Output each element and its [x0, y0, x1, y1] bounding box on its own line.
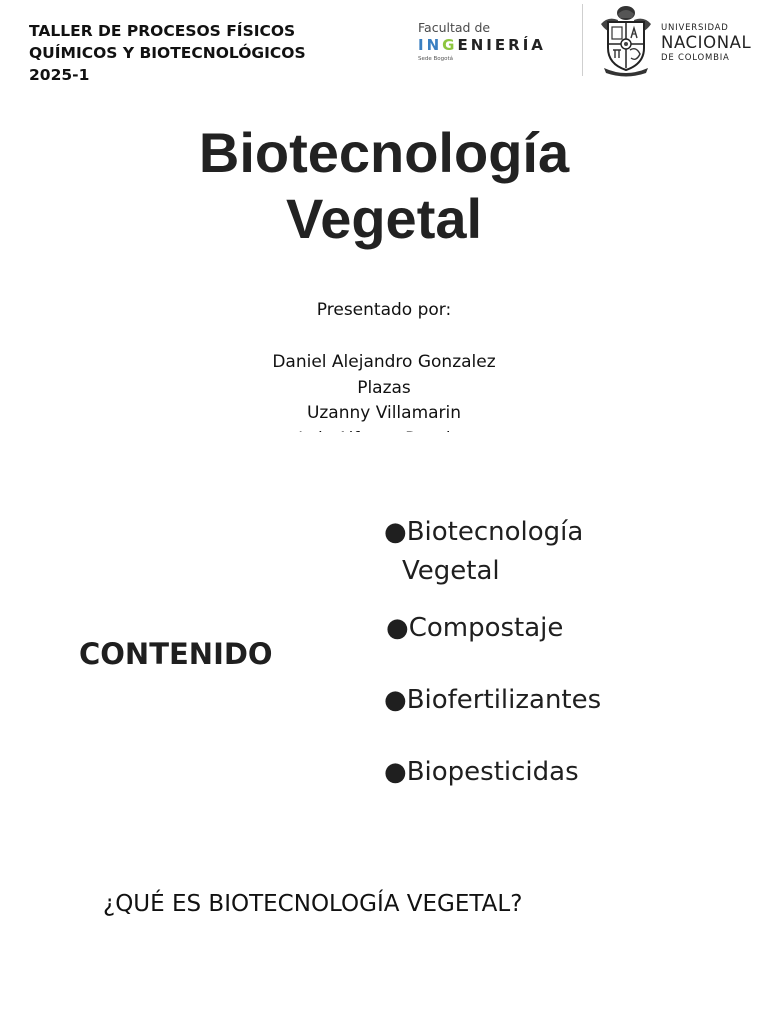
- bullet-icon: ●: [384, 685, 407, 715]
- presentation-title-line-1: Biotecnología: [198, 121, 570, 184]
- toc-item-label-continuation: Vegetal: [402, 556, 500, 586]
- wordmark-letter: N: [470, 36, 487, 54]
- presented-by-label: Presentado por:: [316, 300, 452, 320]
- toc-item-label: Biotecnología: [406, 517, 584, 547]
- faculty-logo-line-1: Facultad de: [418, 20, 491, 35]
- course-title: [29, 20, 359, 86]
- logo-divider: [582, 4, 583, 76]
- contents-heading: CONTENIDO: [79, 637, 273, 671]
- wordmark-letter: R: [508, 36, 523, 54]
- wordmark-letter: G: [442, 36, 458, 54]
- wordmark-letter: Í: [522, 36, 532, 54]
- author-line: Daniel Alejandro Gonzalez: [272, 352, 496, 372]
- author-line: Uzanny Villamarin: [306, 403, 462, 423]
- wordmark-letter: N: [426, 36, 443, 54]
- wordmark-letter: A: [531, 36, 546, 54]
- contents-slide: [0, 432, 768, 864]
- course-title-line-2: QUÍMICOS Y BIOTECNOLÓGICOS: [29, 44, 306, 62]
- wordmark-letter: E: [457, 36, 471, 54]
- toc-item-label: Compostaje: [408, 613, 564, 643]
- toc-item-label: Biofertilizantes: [406, 685, 602, 715]
- course-title-line-3: 2025-1: [29, 66, 90, 84]
- bullet-icon: ●: [386, 613, 409, 643]
- bullet-icon: ●: [384, 517, 407, 547]
- toc-item-compostaje: [386, 609, 563, 648]
- wordmark-letter: I: [418, 36, 427, 54]
- wordmark-letter: I: [486, 36, 495, 54]
- title-slide: [0, 0, 768, 432]
- course-title-line-1: TALLER DE PROCESOS FÍSICOS: [29, 22, 296, 40]
- toc-item-label: Biopesticidas: [406, 757, 579, 787]
- question-heading: ¿QUÉ ES BIOTECNOLOGÍA VEGETAL?: [103, 891, 523, 917]
- author-line: Plazas: [357, 377, 411, 398]
- toc-item-biopesticidas: [384, 753, 579, 792]
- bullet-icon: ●: [384, 757, 407, 787]
- university-logo-line-3: DE COLOMBIA: [661, 53, 730, 63]
- faculty-logo-line-3: Sede Bogotá: [418, 56, 454, 62]
- university-logo-line-1: UNIVERSIDAD: [661, 23, 729, 33]
- university-logo-line-2: NACIONAL: [661, 33, 752, 52]
- toc-item-biofertilizantes: [384, 681, 601, 720]
- presentation-title: [0, 120, 768, 252]
- universidad-nacional-logo: [661, 23, 766, 63]
- wordmark-letter: E: [494, 36, 509, 54]
- toc-item-biotecnologia-vegetal: [384, 513, 583, 591]
- university-shield-icon: [598, 4, 654, 76]
- faculty-logo-wordmark: [418, 36, 546, 54]
- presentation-title-line-2: Vegetal: [285, 187, 483, 250]
- question-slide: [0, 864, 768, 1024]
- faculty-of-engineering-logo: [418, 20, 578, 72]
